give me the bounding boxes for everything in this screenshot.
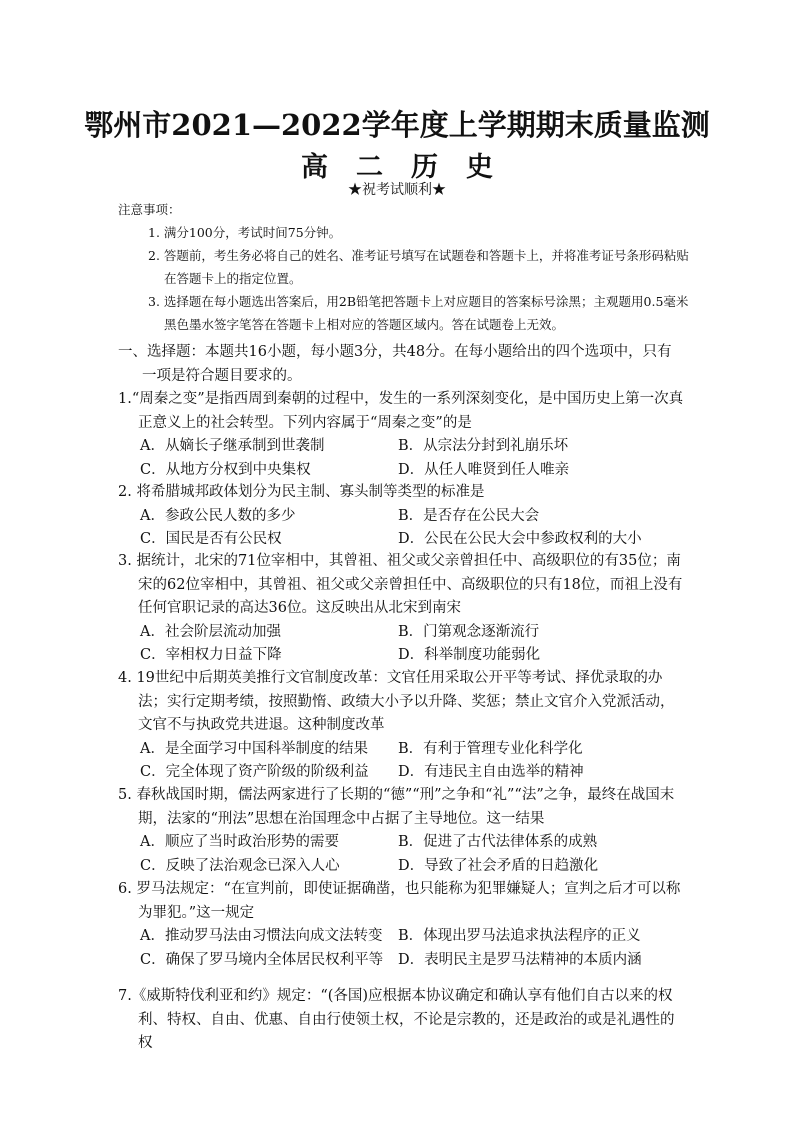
question-stem: 6. 罗马法规定：“在宣判前，即使证据确凿，也只能称为犯罪嫌疑人；宣判之后才可以称为罪犯。”这一规定 <box>118 881 681 921</box>
option-c[interactable]: C．国民是否有公民权 <box>140 531 282 547</box>
option-a[interactable]: A．从嫡长子继承制到世袭制 <box>140 438 325 454</box>
question-options <box>118 505 688 552</box>
section-text: 一、选择题：本题共16小题，每小题3分，共48分。在每小题给出的四个选项中，只有一项是符合题目要求的。 <box>118 344 672 384</box>
question-3 <box>118 550 688 668</box>
option-c[interactable]: C．从地方分权到中央集权 <box>140 461 311 478</box>
option-b[interactable]: B．门第观念逐渐流行 <box>398 623 540 640</box>
question-stem: 5. 春秋战国时期，儒法两家进行了长期的“德”“刑”之争和“礼”“法”之争，最终在战国末期，法家的“刑法”思想在治国理念中占据了主导地位。这一结果 <box>118 787 675 827</box>
notice-heading: 注意事项： <box>118 202 181 217</box>
option-b[interactable]: B．是否存在公民大会 <box>398 507 540 524</box>
option-b[interactable]: B．体现出罗马法追求执法程序的正义 <box>398 928 641 944</box>
question-stem: 3. 据统计，北宋的71位宰相中，其曾祖、祖父或父亲曾担任中、高级职位的有35位；南宋的62位宰相中，其曾祖、祖父或父亲曾担任中、高级职位的只有18位，而祖上没有任何官职记录的高达36位。这反映出从北宋到南宋 <box>118 553 683 616</box>
option-d[interactable]: D．科举制度功能弱化 <box>398 647 541 663</box>
option-d[interactable]: D．从任人唯贤到任人唯亲 <box>398 461 570 478</box>
question-stem: 2. 将希腊城邦政体划分为民主制、寡头制等类型的标准是 <box>118 484 485 500</box>
question-options <box>118 621 688 668</box>
option-d[interactable]: D．公民在公民大会中参政权利的大小 <box>398 531 642 547</box>
option-c[interactable]: C．确保了罗马境内全体居民权利平等 <box>140 951 384 968</box>
question-7 <box>118 985 688 1056</box>
option-a[interactable]: A．推动罗马法由习惯法向成文法转变 <box>140 928 383 944</box>
question-1 <box>118 388 688 482</box>
notice-item: 1. 满分100分，考试时间75分钟。 <box>148 225 342 240</box>
notice-item: 2. 答题前，考生务必将自己的姓名、准考证号填写在试题卷和答题卡上，并将准考证号条形码粘贴在答题卡上的指定位置。 <box>148 248 689 286</box>
option-c[interactable]: C．宰相权力日益下降 <box>140 647 282 663</box>
option-a[interactable]: A．顺应了当时政治形势的需要 <box>140 834 339 850</box>
exam-slogan: ★祝考试顺利★ <box>348 182 446 198</box>
option-d[interactable]: D．表明民主是罗马法精神的本质内涵 <box>398 951 642 968</box>
question-2 <box>118 481 688 552</box>
question-options <box>118 738 688 785</box>
option-b[interactable]: B．有利于管理专业化科学化 <box>398 740 583 757</box>
question-stem: 1.“周秦之变”是指西周到秦朝的过程中，发生的一系列深刻变化，是中国历史上第一次真正意义上的社会转型。下列内容属于“周秦之变”的是 <box>118 391 684 431</box>
exam-title: 鄂州市2021—2022学年度上学期期末质量监测 <box>84 108 710 142</box>
question-stem: 7.《威斯特伐利亚和约》规定：“(各国)应根据本协议确定和确认享有他们自古以来的权利、特权、自由、优惠、自由行使领土权，不论是宗教的，还是政治的或是礼遇性的权 <box>118 988 675 1051</box>
option-c[interactable]: C．反映了法治观念已深入人心 <box>140 857 340 874</box>
option-a[interactable]: A．社会阶层流动加强 <box>140 623 281 640</box>
option-c[interactable]: C．完全体现了资产阶级的阶级利益 <box>140 764 369 780</box>
option-b[interactable]: B．从宗法分封到礼崩乐坏 <box>398 438 569 454</box>
question-options <box>118 435 688 482</box>
option-b[interactable]: B．促进了古代法律体系的成熟 <box>398 834 598 850</box>
option-a[interactable]: A．是全面学习中国科举制度的结果 <box>140 740 368 757</box>
section-heading <box>118 340 683 388</box>
option-d[interactable]: D．导致了社会矛盾的日趋激化 <box>398 857 599 874</box>
question-stem: 4. 19世纪中后期英美推行文官制度改革：文官任用采取公开平等考试、择优录取的办法；实行定期考绩，按照勤惰、政绩大小予以升降、奖惩；禁止文官介入党派活动，文官不与执政党共进退。这种制度改革 <box>118 670 675 733</box>
question-4 <box>118 667 688 785</box>
question-options <box>118 925 688 972</box>
notice-block <box>118 198 698 336</box>
option-a[interactable]: A．参政公民人数的多少 <box>140 507 296 524</box>
question-options <box>118 831 688 878</box>
option-d[interactable]: D．有违民主自由选举的精神 <box>398 764 584 780</box>
question-5 <box>118 784 688 878</box>
question-6 <box>118 878 688 972</box>
exam-subject: 高二历史 <box>301 152 521 183</box>
notice-item: 3. 选择题在每小题选出答案后，用2B铅笔把答题卡上对应题目的答案标号涂黑；主观题用0.5毫米黑色墨水签字笔答在答题卡上相对应的答题区域内。答在试题卷上无效。 <box>148 294 689 332</box>
